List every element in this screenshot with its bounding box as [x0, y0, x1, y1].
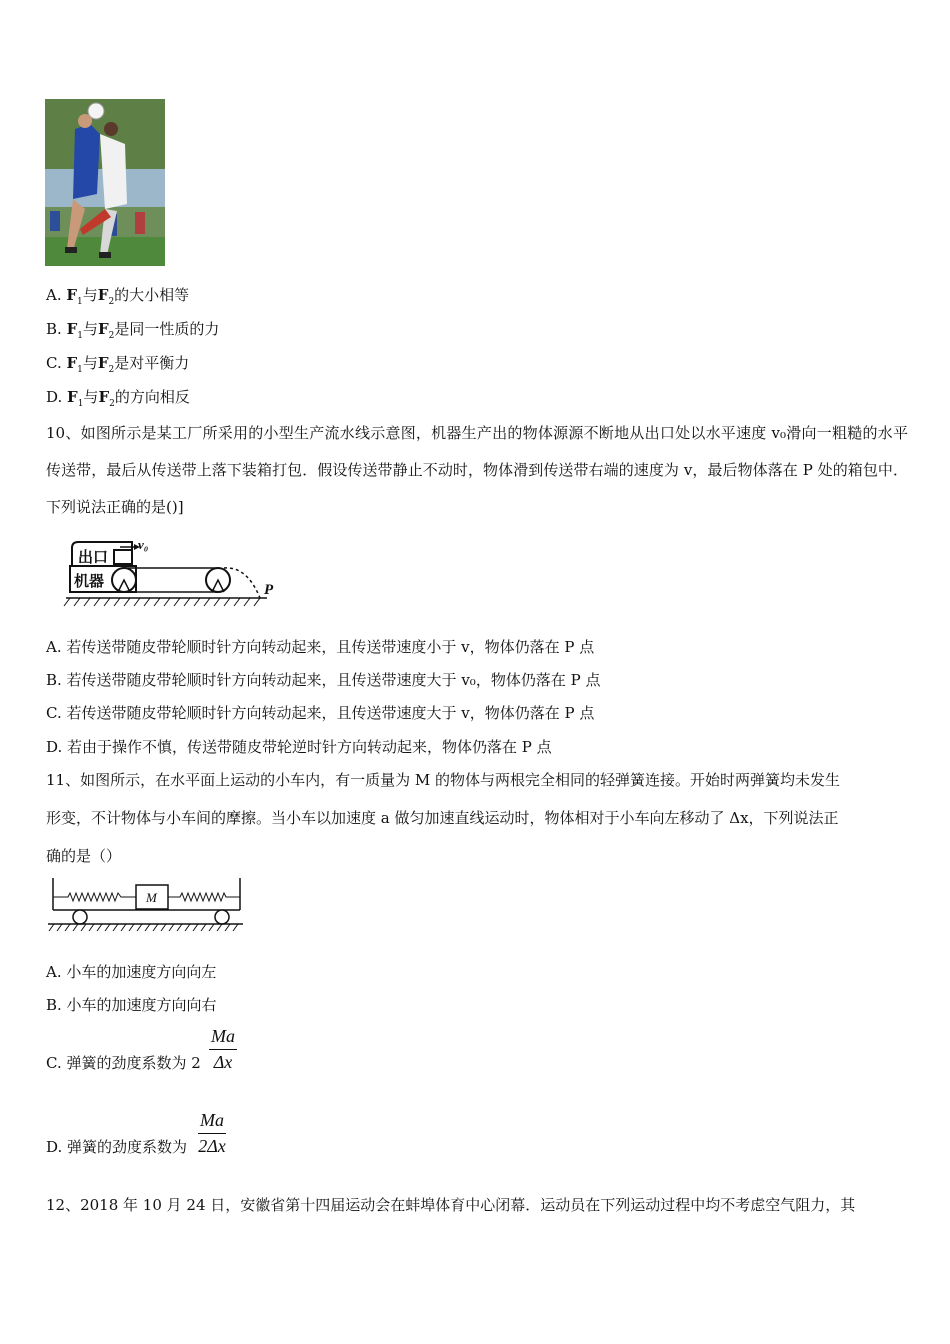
q11-option-c-prefix: C. 弹簧的劲度系数为 2: [46, 1054, 201, 1072]
exit-label: 出口: [78, 548, 109, 566]
velocity-label: v₀: [138, 537, 149, 552]
q10-option-a: A. 若传送带随皮带轮顺时针方向转动起来，且传送带速度小于 v，物体仍落在 P 点: [46, 638, 595, 656]
q11-option-c-fraction: [209, 1026, 237, 1073]
q11-stem-line2: 形变，不计物体与小车间的摩擦。当小车以加速度 a 做匀加速直线运动时，物体相对于小车向左移动了 Δx，下列说法正: [46, 809, 839, 827]
fraction-numerator: Ma: [198, 1110, 226, 1134]
q9-option-a: A. $F_1$与$F_2$的大小相等: [46, 286, 190, 307]
fraction-denominator: Δx: [213, 1052, 233, 1072]
q11-option-b: B. 小车的加速度方向向右: [46, 996, 217, 1014]
conveyor-diagram: [62, 536, 282, 608]
machine-label: 机器: [74, 572, 105, 590]
q12-stem: 12、2018 年 10 月 24 日，安徽省第十四届运动会在蚌埠体育中心闭幕．运动员在下列运动过程中均不考虑空气阻力，其: [46, 1196, 856, 1214]
q11-option-a: A. 小车的加速度方向向左: [46, 963, 217, 981]
q9-option-d: D. $F_1$与$F_2$的方向相反: [46, 388, 190, 409]
q11-option-d-fraction: [198, 1110, 226, 1157]
q10-stem: 10、如图所示是某工厂所采用的小型生产流水线示意图，机器生产出的物体源源不断地从出口处以水平速度 v₀滑向一粗糙的水平传送带，最后从传送带上落下装箱打包．假设传送带静止不动时，物体滑到传送带右端的速度为 v，最后物体落在 P 处的箱包中．下列说法正确的是()]: [46, 424, 908, 516]
q10-option-b: B. 若传送带随皮带轮顺时针方向转动起来，且传送带速度大于 v₀，物体仍落在 P 点: [46, 671, 601, 689]
soccer-photo: [45, 99, 165, 266]
q9-option-c: C. $F_1$与$F_2$是对平衡力: [46, 354, 190, 375]
fraction-denominator: 2Δx: [198, 1136, 226, 1156]
mass-label: M: [146, 890, 157, 905]
q11-stem-line1: 11、如图所示，在水平面上运动的小车内，有一质量为 M 的物体与两根完全相同的轻弹簧连接。开始时两弹簧均未发生: [46, 771, 840, 789]
q10-option-d: D. 若由于操作不慎，传送带随皮带轮逆时针方向转动起来，物体仍落在 P 点: [46, 738, 552, 756]
q11-stem-line3: 确的是（）: [46, 847, 122, 865]
spring-cart-diagram: [46, 876, 246, 934]
q11-option-d-prefix: D. 弹簧的劲度系数为: [46, 1138, 188, 1156]
q10-option-c: C. 若传送带随皮带轮顺时针方向转动起来，且传送带速度大于 v，物体仍落在 P 点: [46, 704, 595, 722]
fraction-numerator: Ma: [209, 1026, 237, 1050]
q9-option-b: B. $F_1$与$F_2$是同一性质的力: [46, 320, 220, 341]
point-p-label: P: [264, 582, 274, 598]
